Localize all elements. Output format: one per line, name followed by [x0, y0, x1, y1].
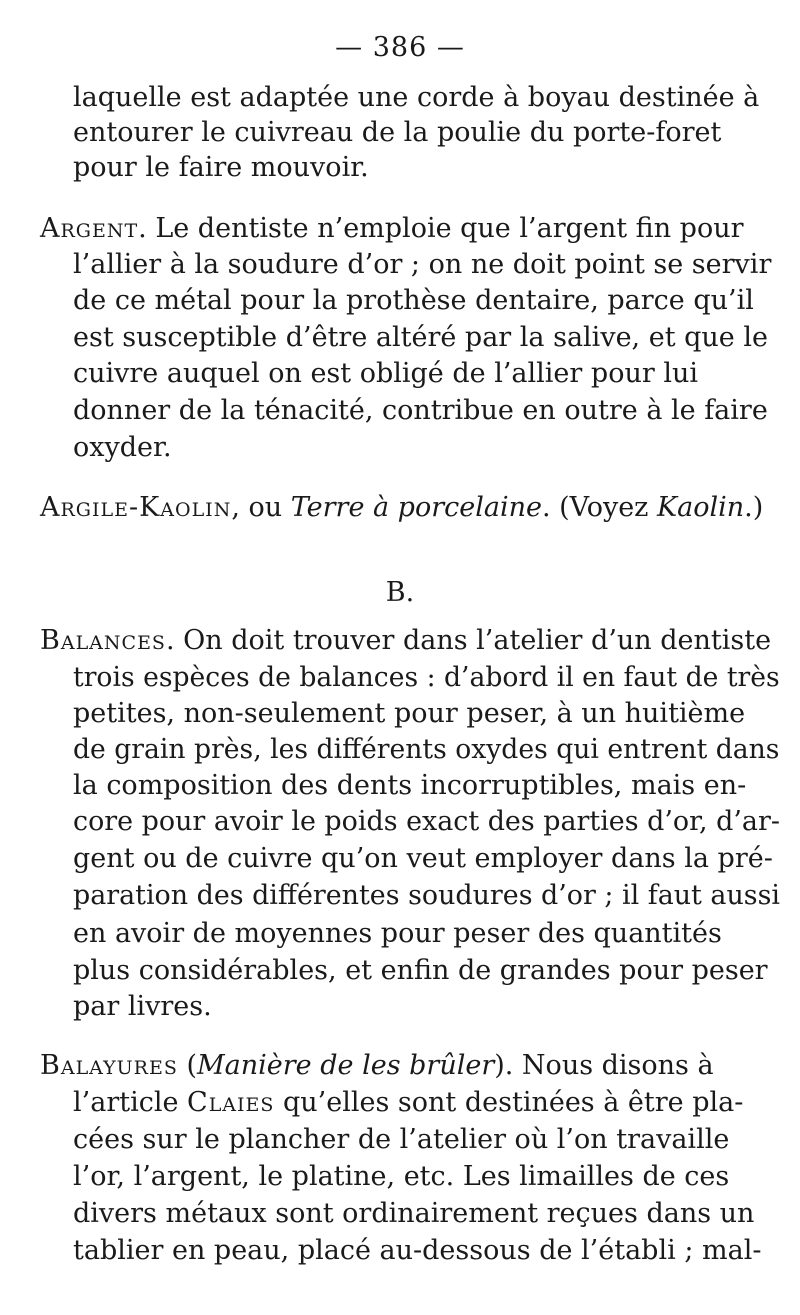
text-line: . On doit trouver dans l’atelier d’un dentiste — [165, 625, 772, 656]
entry-balances-first-line — [40, 627, 771, 654]
text-line: pour le faire mouvoir. — [73, 152, 369, 183]
entry-term-argent: Argent — [40, 213, 139, 244]
text-line: core pour avoir le poids exact des parties d’or, d’ar- — [73, 806, 780, 837]
text-line: trois espèces de balances : d’abord il en faut de très — [73, 662, 780, 693]
text-fragment: ). Nous disons à — [494, 1050, 714, 1081]
cross-reference-claies: Claies — [187, 1087, 275, 1118]
page-number: — 386 — — [335, 32, 465, 63]
text-line: donner de la ténacité, contribue en outre à le faire — [73, 395, 768, 426]
entry-term-argile: Argile-Kaolin — [40, 492, 232, 523]
text-line: de ce métal pour la prothèse dentaire, parce qu’il — [73, 285, 754, 316]
text-fragment: l’article — [73, 1087, 188, 1118]
text-line: tablier en peau, placé au-dessous de l’établi ; mal- — [73, 1235, 762, 1266]
text-line: . Le dentiste n’emploie que l’argent fin pour — [138, 213, 744, 244]
text-line: laquelle est adaptée une corde à boyau destinée à — [73, 82, 760, 113]
text-line: oxyder. — [73, 432, 172, 463]
text-line: paration des différentes soudures d’or ; il faut aussi — [73, 880, 780, 911]
text-line: cées sur le plancher de l’atelier où l’on travaille — [73, 1124, 730, 1155]
entry-term-balances: Balances — [40, 625, 166, 656]
text-line: l’allier à la soudure d’or ; on ne doit point se servir — [73, 249, 772, 280]
entry-term-balayures: Balayures — [40, 1050, 178, 1081]
entry-balayures-first-line — [40, 1052, 714, 1079]
text-line: est susceptible d’être altéré par la salive, et que le — [73, 322, 768, 353]
text-line: la composition des dents incorruptibles, mais en- — [73, 770, 747, 801]
text-line: en avoir de moyennes pour peser des quantités — [73, 918, 722, 949]
text-fragment: . (Voyez — [541, 492, 657, 523]
text-line: cuivre auquel on est obligé de l’allier pour lui — [73, 358, 698, 389]
text-line: l’or, l’argent, le platine, etc. Les limailles de ces — [73, 1161, 730, 1192]
text-line: plus considérables, et enfin de grandes pour peser — [73, 955, 768, 986]
text-line: gent ou de cuivre qu’on veut employer dans la pré- — [73, 843, 773, 874]
text-fragment: .) — [744, 492, 764, 523]
entry-argent-first-line — [40, 215, 744, 242]
text-line — [73, 1089, 743, 1116]
text-fragment: qu’elles sont destinées à être pla- — [274, 1087, 744, 1118]
text-fragment: , ou — [231, 492, 291, 523]
text-line: par livres. — [73, 991, 212, 1022]
cross-reference-kaolin: Kaolin — [656, 492, 745, 523]
text-line: entourer le cuivreau de la poulie du porte-foret — [73, 117, 722, 148]
text-fragment: ( — [177, 1050, 198, 1081]
italic-phrase: Terre à porcelaine — [290, 492, 542, 523]
text-line: divers métaux sont ordinairement reçues dans un — [73, 1198, 755, 1229]
section-heading-b: B. — [385, 577, 415, 608]
text-line: de grain près, les différents oxydes qui entrent dans — [73, 734, 780, 765]
italic-phrase: Manière de les brûler — [197, 1050, 495, 1081]
entry-argile-line — [40, 494, 763, 521]
text-line: petites, non-seulement pour peser, à un huitième — [73, 698, 746, 729]
